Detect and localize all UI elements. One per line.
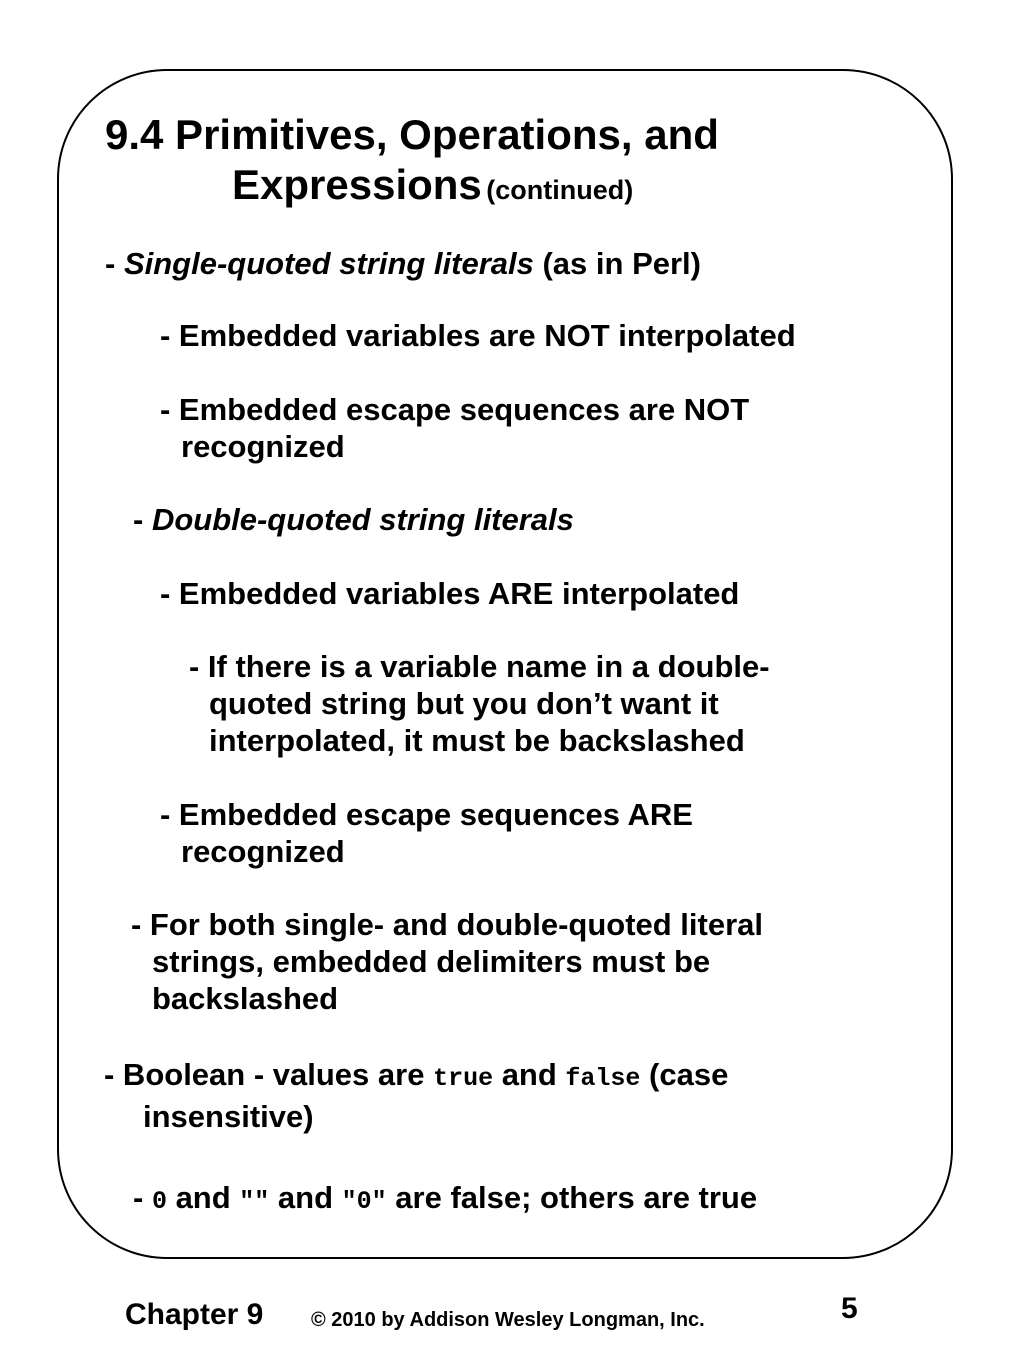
single-esc-line2: recognized xyxy=(181,429,345,464)
boolean-line2: insensitive) xyxy=(143,1099,314,1134)
double-esc-line2: recognized xyxy=(181,834,345,869)
false-rest: are false; others are true xyxy=(386,1180,758,1215)
single-esc-line1: - Embedded escape sequences are NOT xyxy=(160,392,750,427)
both-line1: - For both single- and double-quoted literal xyxy=(131,907,764,942)
term-double-quoted: Double-quoted string literals xyxy=(151,502,574,537)
single-vars-line: - Embedded variables are NOT interpolated xyxy=(160,318,796,353)
term-single-quoted: Single-quoted string literals xyxy=(123,246,534,281)
footer-copyright: © 2010 by Addison Wesley Longman, Inc. xyxy=(311,1309,705,1331)
code-empty-string: "" xyxy=(239,1187,270,1216)
bullet-dash: - xyxy=(133,502,152,537)
bullet-dash: - xyxy=(133,1180,152,1215)
code-true: true xyxy=(433,1064,494,1093)
both-line3: backslashed xyxy=(152,981,339,1016)
boolean-case: (case xyxy=(640,1057,729,1092)
false-values-line xyxy=(133,1182,757,1214)
code-zero-string: "0" xyxy=(341,1187,387,1216)
slide-title-line2 xyxy=(232,161,634,208)
false-and-2: and xyxy=(269,1180,342,1215)
boolean-intro: - Boolean - values are xyxy=(104,1057,434,1092)
false-and-1: and xyxy=(166,1180,240,1215)
boolean-and: and xyxy=(493,1057,566,1092)
slide-title-line1: 9.4 Primitives, Operations, and xyxy=(105,111,719,158)
code-zero: 0 xyxy=(151,1187,167,1216)
code-false: false xyxy=(565,1064,641,1093)
bullet-single-quoted xyxy=(105,248,701,279)
boolean-line1 xyxy=(104,1059,728,1091)
both-line2: strings, embedded delimiters must be xyxy=(152,944,711,979)
slide-title-continued: (continued) xyxy=(486,175,634,205)
double-vars-line: - Embedded variables ARE interpolated xyxy=(160,576,740,611)
footer-page-number: 5 xyxy=(841,1292,858,1325)
double-if-line2: quoted string but you don’t want it xyxy=(209,686,719,721)
bullet-dash: - xyxy=(105,246,124,281)
double-esc-line1: - Embedded escape sequences ARE xyxy=(160,797,693,832)
slide-title-expressions: Expressions xyxy=(232,161,482,208)
double-if-line1: - If there is a variable name in a double- xyxy=(189,649,770,684)
bullet-double-quoted xyxy=(133,504,574,535)
footer-chapter: Chapter 9 xyxy=(125,1298,264,1331)
double-if-line3: interpolated, it must be backslashed xyxy=(209,723,745,758)
single-quoted-note: (as in Perl) xyxy=(533,246,701,281)
